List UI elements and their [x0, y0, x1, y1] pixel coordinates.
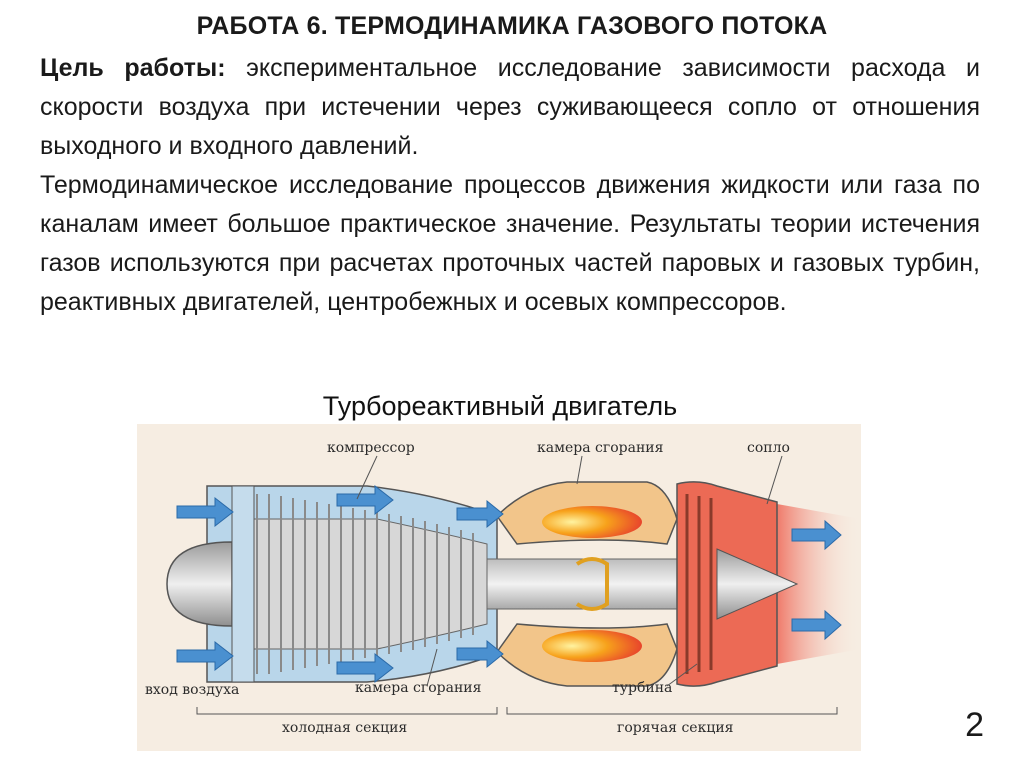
main-shaft — [487, 559, 687, 609]
label-combustion-top: камера сгорания — [537, 440, 664, 456]
label-turbine: турбина — [612, 680, 673, 696]
engine-diagram — [137, 424, 861, 751]
label-cold-section: холодная секция — [282, 720, 408, 736]
hot-section-bracket — [507, 707, 837, 714]
slide-title: РАБОТА 6. ТЕРМОДИНАМИКА ГАЗОВОГО ПОТОКА — [196, 12, 828, 40]
flame-top — [542, 506, 642, 538]
flame-bottom — [542, 630, 642, 662]
label-combustion-bottom: камера сгорания — [355, 680, 482, 696]
label-compressor: компрессор — [327, 440, 415, 456]
fan-stage — [232, 486, 254, 682]
page-number: 2 — [965, 706, 984, 744]
label-nozzle: сопло — [747, 440, 790, 456]
cold-section-bracket — [197, 707, 497, 714]
label-hot-section: горячая секция — [617, 720, 734, 736]
goal-paragraph — [40, 49, 980, 166]
engine-illustration — [137, 424, 861, 751]
nose-cone — [167, 542, 232, 626]
body-paragraph: Термодинамическое исследование процессов движения жидкости или газа по каналам имеет большое практическое значение. Результаты теории истечения газов используются при расчетах проточных частей паровых и газовых турбин, реактивных двигателей, центробежных и осевых компрессоров. — [40, 171, 980, 316]
label-air-inlet: вход воздуха — [145, 682, 240, 698]
figure-caption: Турбореактивный двигатель — [322, 391, 678, 421]
goal-text: экспериментальное исследование зависимости расхода и скорости воздуха при истечении через суживающееся сопло от отношения выходного и входного давлений. — [40, 54, 980, 160]
goal-label: Цель работы: — [40, 54, 226, 82]
